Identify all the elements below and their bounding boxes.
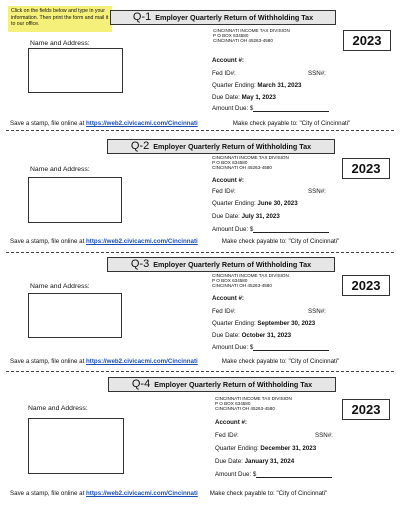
footer-text: Save a stamp, file online at — [10, 120, 87, 127]
online-filing-link[interactable]: https://web2.civicacmi.com/Cincinnati — [86, 490, 198, 497]
name-address-label: Name and Address: — [30, 166, 90, 173]
quarter-label: Q-2 — [130, 140, 150, 152]
section-title: Employer Quarterly Return of Withholding Tax — [154, 380, 313, 389]
due-date — [212, 94, 276, 101]
amount-due-input[interactable] — [253, 226, 329, 233]
account-label: Account #: — [212, 57, 244, 64]
quarter-ending-value: June 30, 2023 — [257, 200, 298, 207]
online-filing-link[interactable]: https://web2.civicacmi.com/Cincinnati — [86, 238, 198, 245]
agency-address — [212, 155, 289, 171]
quarter-label: Q-4 — [131, 378, 151, 390]
due-date-value: January 31, 2024 — [244, 458, 295, 465]
agency-line: CINCINNATI INCOME TAX DIVISION — [212, 155, 289, 160]
due-date-label: Due Date: — [212, 332, 240, 339]
tax-year: 2023 — [342, 399, 390, 420]
cut-line — [6, 130, 394, 131]
account-label: Account #: — [212, 177, 244, 184]
online-filing-link[interactable]: https://web2.civicacmi.com/Cincinnati — [86, 358, 198, 365]
amount-due[interactable] — [212, 226, 329, 233]
fed-id-label: Fed ID#: — [212, 308, 236, 315]
agency-line: CINCINNATI OH 45263-4580 — [212, 165, 272, 171]
quarter-ending-label: Quarter Ending: — [212, 200, 256, 207]
agency-line: CINCINNATI INCOME TAX DIVISION — [212, 273, 289, 278]
ssn-label: SSN#: — [315, 432, 333, 439]
quarter-ending-label: Quarter Ending: — [212, 320, 256, 327]
agency-line: CINCINNATI OH 45263-4580 — [212, 283, 272, 289]
cut-line — [6, 371, 394, 372]
section-header — [107, 257, 335, 272]
due-date-value: July 31, 2023 — [241, 213, 280, 220]
ssn-label: SSN#: — [308, 70, 326, 77]
quarter-ending-label: Quarter Ending: — [212, 82, 256, 89]
ssn-label: SSN#: — [308, 188, 326, 195]
account-label: Account #: — [215, 419, 247, 426]
agency-line: P O BOX 634580 — [215, 401, 251, 407]
ssn-label: SSN#: — [308, 308, 326, 315]
agency-line: CINCINNATI INCOME TAX DIVISION — [215, 396, 292, 401]
quarter-label: Q-3 — [130, 258, 150, 270]
agency-line: CINCINNATI OH 45263-4580 — [215, 406, 275, 412]
name-address-label: Name and Address: — [30, 40, 90, 47]
section-title: Employer Quarterly Return of Withholding Tax — [155, 13, 314, 22]
payable-to: Make check payable to: "City of Cincinnati" — [221, 238, 340, 245]
due-date-label: Due Date: — [215, 458, 243, 465]
agency-line: CINCINNATI INCOME TAX DIVISION — [213, 28, 290, 33]
name-address-label: Name and Address: — [28, 405, 88, 412]
fed-id-field[interactable] — [215, 432, 239, 439]
ssn-field[interactable] — [308, 308, 326, 315]
amount-due-label: Amount Due: $ — [212, 226, 254, 233]
account-label: Account #: — [212, 295, 244, 302]
name-address-input[interactable] — [28, 293, 122, 338]
due-date — [212, 332, 291, 339]
quarter-ending — [215, 445, 316, 452]
fed-id-label: Fed ID#: — [212, 70, 236, 77]
online-filing-link[interactable]: https://web2.civicacmi.com/Cincinnati — [86, 120, 198, 127]
amount-due-label: Amount Due: $ — [212, 344, 254, 351]
agency-address — [213, 28, 290, 44]
amount-due-label: Amount Due: $ — [212, 105, 254, 112]
quarter-ending-value: September 30, 2023 — [257, 320, 316, 327]
due-date-label: Due Date: — [212, 213, 240, 220]
name-address-input[interactable] — [28, 177, 122, 223]
section-header — [108, 377, 336, 392]
section-title: Employer Quarterly Return of Withholding Tax — [153, 142, 312, 151]
agency-line: P O BOX 634580 — [212, 160, 248, 166]
due-date — [212, 213, 280, 220]
section-header — [110, 10, 336, 25]
account-field[interactable] — [212, 177, 244, 184]
footer-text: Save a stamp, file online at — [10, 358, 87, 365]
due-date-value: May 1, 2023 — [241, 94, 276, 101]
payable-to: Make check payable to: "City of Cincinnati" — [232, 120, 351, 127]
instructions-note: Click on the fields below and type in your information. Then print the form and mail it to our office. — [8, 6, 112, 32]
ssn-field[interactable] — [308, 188, 326, 195]
payable-to: Make check payable to: "City of Cincinnati" — [209, 490, 328, 497]
tax-year: 2023 — [343, 30, 391, 51]
fed-id-field[interactable] — [212, 70, 236, 77]
account-field[interactable] — [212, 57, 244, 64]
quarter-ending — [212, 82, 301, 89]
amount-due-label: Amount Due: $ — [215, 471, 257, 478]
quarter-ending — [212, 200, 298, 207]
section-footer — [10, 358, 339, 365]
agency-line: P O BOX 634580 — [212, 278, 248, 284]
agency-address — [215, 396, 292, 412]
footer-text: Save a stamp, file online at — [10, 238, 87, 245]
name-address-label: Name and Address: — [30, 283, 90, 290]
account-field[interactable] — [212, 295, 244, 302]
amount-due[interactable] — [212, 344, 329, 351]
quarter-ending-label: Quarter Ending: — [215, 445, 259, 452]
amount-due-input[interactable] — [253, 344, 329, 351]
amount-due-input[interactable] — [253, 105, 329, 112]
fed-id-field[interactable] — [212, 188, 236, 195]
ssn-field[interactable] — [308, 70, 326, 77]
due-date-label: Due Date: — [212, 94, 240, 101]
agency-line: CINCINNATI OH 45263-4580 — [213, 38, 273, 44]
quarter-ending — [212, 320, 315, 327]
payable-to: Make check payable to: "City of Cincinnati" — [221, 358, 340, 365]
section-footer — [10, 490, 327, 497]
account-field[interactable] — [215, 419, 247, 426]
name-address-input[interactable] — [28, 48, 123, 93]
fed-id-label: Fed ID#: — [215, 432, 239, 439]
footer-text: Save a stamp, file online at — [10, 490, 87, 497]
section-title: Employer Quarterly Return of Withholding Tax — [153, 260, 312, 269]
fed-id-field[interactable] — [212, 308, 236, 315]
section-header — [107, 139, 335, 154]
section-footer — [10, 120, 350, 127]
quarter-ending-value: December 31, 2023 — [260, 445, 317, 452]
fed-id-label: Fed ID#: — [212, 188, 236, 195]
tax-year: 2023 — [342, 158, 390, 179]
agency-address — [212, 273, 289, 289]
agency-line: P O BOX 634580 — [213, 33, 249, 39]
due-date-value: October 31, 2023 — [241, 332, 292, 339]
due-date — [215, 458, 294, 465]
quarter-label: Q-1 — [132, 11, 152, 23]
tax-year: 2023 — [342, 275, 390, 296]
cut-line — [6, 252, 394, 253]
amount-due-input[interactable] — [256, 471, 332, 478]
ssn-field[interactable] — [315, 432, 333, 439]
name-address-input[interactable] — [28, 418, 124, 474]
section-footer — [10, 238, 339, 245]
amount-due[interactable] — [212, 105, 329, 112]
amount-due[interactable] — [215, 471, 332, 478]
quarter-ending-value: March 31, 2023 — [257, 82, 302, 89]
